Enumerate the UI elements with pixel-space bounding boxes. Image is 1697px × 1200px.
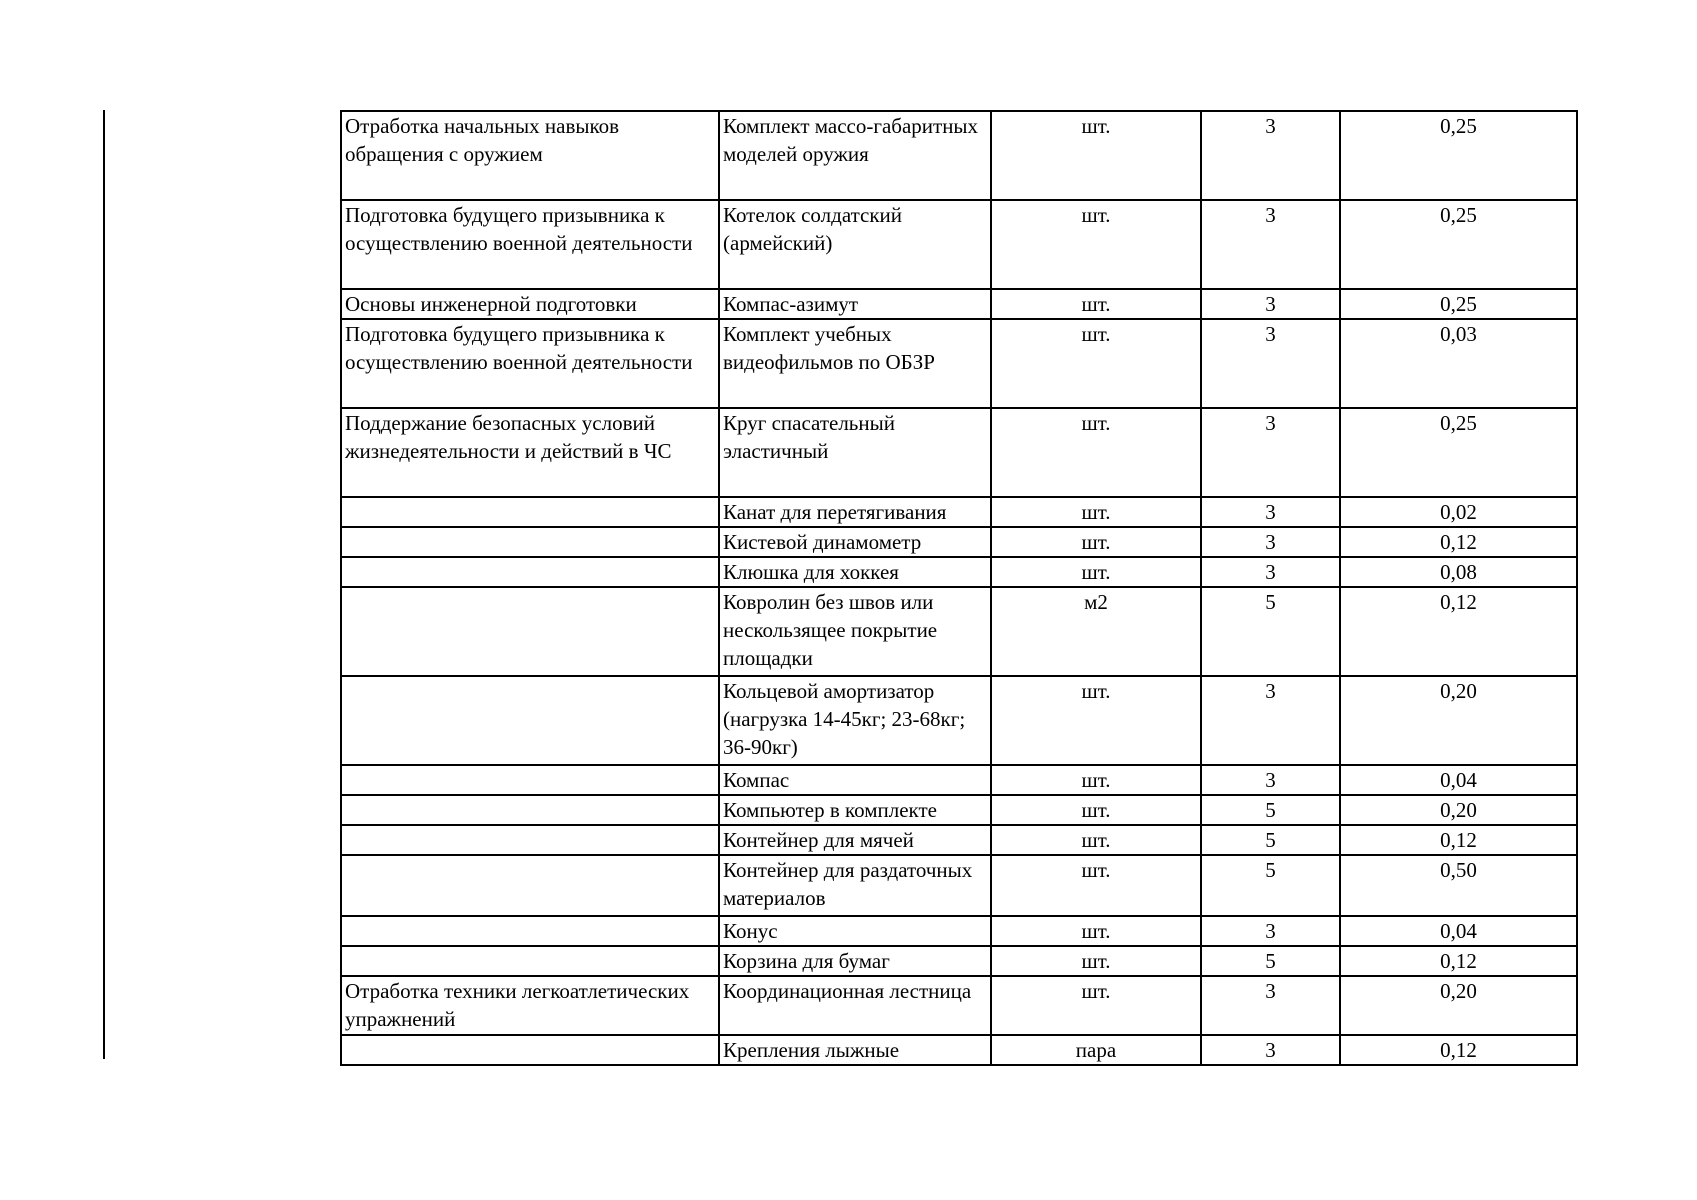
value-cell: 0,08: [1340, 557, 1577, 587]
quantity-cell: 3: [1201, 319, 1340, 408]
unit-cell: шт.: [991, 497, 1201, 527]
value-cell: 0,25: [1340, 111, 1577, 200]
table-row: [341, 587, 1577, 676]
table-row: [341, 676, 1577, 765]
section-cell: [341, 527, 719, 557]
section-cell: [341, 1035, 719, 1065]
unit-cell: шт.: [991, 319, 1201, 408]
table-row: [341, 289, 1577, 319]
section-cell: [341, 557, 719, 587]
quantity-cell: 5: [1201, 855, 1340, 916]
table-row: [341, 795, 1577, 825]
value-cell: 0,12: [1340, 946, 1577, 976]
quantity-cell: 3: [1201, 408, 1340, 497]
unit-cell: шт.: [991, 527, 1201, 557]
section-cell: Основы инженерной подготовки: [341, 289, 719, 319]
section-cell: [341, 587, 719, 676]
item-name-cell: Комплект учебных видеофильмов по ОБЗР: [719, 319, 991, 408]
quantity-cell: 5: [1201, 587, 1340, 676]
item-name-cell: Кольцевой амортизатор (нагрузка 14-45кг; 23-68кг; 36-90кг): [719, 676, 991, 765]
quantity-cell: 5: [1201, 946, 1340, 976]
unit-cell: шт.: [991, 765, 1201, 795]
item-name-cell: Корзина для бумаг: [719, 946, 991, 976]
unit-cell: пара: [991, 1035, 1201, 1065]
section-cell: [341, 946, 719, 976]
quantity-cell: 3: [1201, 200, 1340, 289]
quantity-cell: 3: [1201, 557, 1340, 587]
page-margin-line: [103, 110, 105, 1059]
quantity-cell: 3: [1201, 1035, 1340, 1065]
table-row: [341, 946, 1577, 976]
item-name-cell: Компас: [719, 765, 991, 795]
section-cell: [341, 916, 719, 946]
value-cell: 0,04: [1340, 765, 1577, 795]
value-cell: 0,02: [1340, 497, 1577, 527]
table-row: [341, 557, 1577, 587]
unit-cell: шт.: [991, 855, 1201, 916]
section-cell: Отработка техники легкоатлетических упражнений: [341, 976, 719, 1035]
value-cell: 0,20: [1340, 676, 1577, 765]
section-cell: Подготовка будущего призывника к осуществлению военной деятельности: [341, 200, 719, 289]
table-row: [341, 916, 1577, 946]
value-cell: 0,12: [1340, 825, 1577, 855]
unit-cell: шт.: [991, 289, 1201, 319]
value-cell: 0,04: [1340, 916, 1577, 946]
section-cell: Поддержание безопасных условий жизнедеятельности и действий в ЧС: [341, 408, 719, 497]
table-row: [341, 1035, 1577, 1065]
section-cell: [341, 795, 719, 825]
table-row: [341, 408, 1577, 497]
value-cell: 0,20: [1340, 795, 1577, 825]
unit-cell: шт.: [991, 111, 1201, 200]
item-name-cell: Комплект массо-габаритных моделей оружия: [719, 111, 991, 200]
section-cell: [341, 765, 719, 795]
section-cell: Подготовка будущего призывника к осуществлению военной деятельности: [341, 319, 719, 408]
unit-cell: шт.: [991, 676, 1201, 765]
value-cell: 0,03: [1340, 319, 1577, 408]
unit-cell: шт.: [991, 916, 1201, 946]
quantity-cell: 3: [1201, 289, 1340, 319]
item-name-cell: Контейнер для мячей: [719, 825, 991, 855]
section-cell: [341, 497, 719, 527]
section-cell: [341, 855, 719, 916]
value-cell: 0,50: [1340, 855, 1577, 916]
unit-cell: шт.: [991, 200, 1201, 289]
value-cell: 0,25: [1340, 200, 1577, 289]
unit-cell: шт.: [991, 557, 1201, 587]
table-row: [341, 527, 1577, 557]
section-cell: [341, 676, 719, 765]
quantity-cell: 3: [1201, 976, 1340, 1035]
unit-cell: шт.: [991, 795, 1201, 825]
item-name-cell: Компас-азимут: [719, 289, 991, 319]
quantity-cell: 3: [1201, 916, 1340, 946]
value-cell: 0,12: [1340, 587, 1577, 676]
section-cell: [341, 825, 719, 855]
quantity-cell: 3: [1201, 676, 1340, 765]
item-name-cell: Крепления лыжные: [719, 1035, 991, 1065]
table-row: [341, 765, 1577, 795]
table-row: [341, 825, 1577, 855]
table-row: [341, 111, 1577, 200]
value-cell: 0,20: [1340, 976, 1577, 1035]
item-name-cell: Клюшка для хоккея: [719, 557, 991, 587]
item-name-cell: Канат для перетягивания: [719, 497, 991, 527]
item-name-cell: Кистевой динамометр: [719, 527, 991, 557]
unit-cell: м2: [991, 587, 1201, 676]
quantity-cell: 3: [1201, 497, 1340, 527]
quantity-cell: 5: [1201, 795, 1340, 825]
value-cell: 0,25: [1340, 408, 1577, 497]
section-cell: Отработка начальных навыков обращения с оружием: [341, 111, 719, 200]
table-row: [341, 319, 1577, 408]
quantity-cell: 3: [1201, 111, 1340, 200]
quantity-cell: 3: [1201, 527, 1340, 557]
unit-cell: шт.: [991, 825, 1201, 855]
unit-cell: шт.: [991, 946, 1201, 976]
item-name-cell: Ковролин без швов или нескользящее покрытие площадки: [719, 587, 991, 676]
equipment-table: [340, 110, 1578, 1066]
quantity-cell: 3: [1201, 765, 1340, 795]
table-row: [341, 855, 1577, 916]
item-name-cell: Конус: [719, 916, 991, 946]
value-cell: 0,25: [1340, 289, 1577, 319]
item-name-cell: Котелок солдатский (армейский): [719, 200, 991, 289]
value-cell: 0,12: [1340, 527, 1577, 557]
item-name-cell: Координационная лестница: [719, 976, 991, 1035]
item-name-cell: Круг спасательный эластичный: [719, 408, 991, 497]
table-row: [341, 200, 1577, 289]
item-name-cell: Компьютер в комплекте: [719, 795, 991, 825]
table-row: [341, 497, 1577, 527]
value-cell: 0,12: [1340, 1035, 1577, 1065]
table-row: [341, 976, 1577, 1035]
quantity-cell: 5: [1201, 825, 1340, 855]
unit-cell: шт.: [991, 976, 1201, 1035]
item-name-cell: Контейнер для раздаточных материалов: [719, 855, 991, 916]
unit-cell: шт.: [991, 408, 1201, 497]
